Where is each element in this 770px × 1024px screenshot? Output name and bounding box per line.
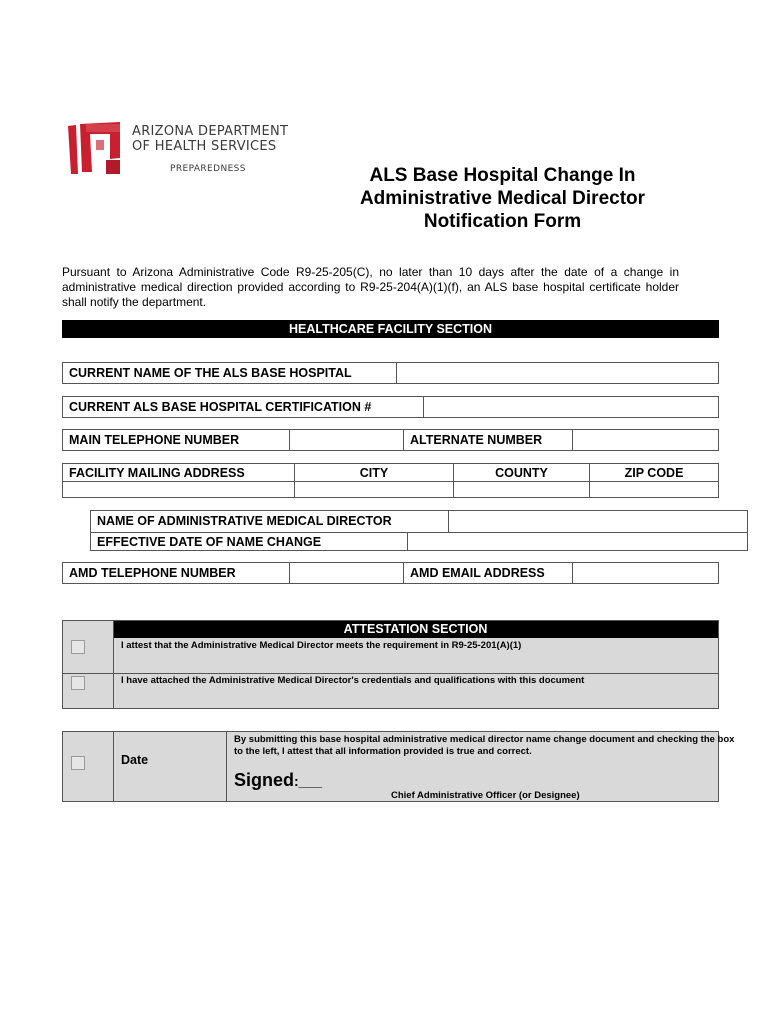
phone-row [62, 429, 719, 451]
effective-date-field[interactable] [408, 533, 747, 550]
signed-underline: :___ [294, 773, 323, 789]
mailing-address-label: FACILITY MAILING ADDRESS [69, 466, 245, 480]
form-title [300, 164, 705, 233]
current-name-field[interactable] [397, 363, 718, 383]
attestation-section-header: ATTESTATION SECTION [113, 621, 718, 638]
amd-name-row [90, 510, 748, 533]
attest-credentials-text: I have attached the Administrative Medical Director's credentials and qualifications with this document [121, 675, 585, 686]
agency-logo [66, 122, 289, 178]
alt-phone-label: ALTERNATE NUMBER [410, 433, 543, 447]
logo-line-2: OF HEALTH SERVICES [132, 139, 277, 154]
city-label: CITY [359, 466, 389, 480]
certification-label: CURRENT ALS BASE HOSPITAL CERTIFICATION # [69, 400, 372, 414]
amd-email-field[interactable] [573, 563, 718, 583]
county-label: COUNTY [495, 466, 548, 480]
attest-requirement-text: I attest that the Administrative Medical Director meets the requirement in R9-25-201(A)(1) [121, 640, 522, 651]
effective-date-label: EFFECTIVE DATE OF NAME CHANGE [97, 535, 322, 549]
amd-name-field[interactable] [449, 511, 747, 532]
mailing-address-field[interactable] [63, 482, 294, 498]
city-field[interactable] [295, 482, 453, 498]
county-field[interactable] [454, 482, 589, 498]
certification-row [62, 396, 719, 418]
signature-statement: By submitting this base hospital administrative medical director name change document and checking the box to the left, I attest that all information provided is true and correct. [234, 734, 735, 757]
date-label: Date [121, 753, 149, 767]
current-name-row [62, 362, 719, 384]
attest-requirement-checkbox[interactable] [71, 640, 85, 654]
signature-table [62, 731, 735, 802]
officer-label: Chief Administrative Officer (or Designee) [391, 790, 580, 801]
intro-paragraph: Pursuant to Arizona Administrative Code R9-25-205(C), no later than 10 days after the date of a change in administrative medical direction provided according to R9-25-204(A)(1)(f), an ALS base hospital certificate holder shall notify the department. [62, 265, 679, 309]
signed-label: Signed [234, 770, 295, 790]
facility-section-header: HEALTHCARE FACILITY SECTION [62, 320, 719, 338]
adhs-logo-icon [66, 122, 124, 176]
attest-credentials-checkbox[interactable] [71, 676, 85, 690]
main-phone-label: MAIN TELEPHONE NUMBER [69, 433, 240, 447]
amd-name-label: NAME OF ADMINISTRATIVE MEDICAL DIRECTOR [97, 514, 392, 528]
certification-field[interactable] [424, 397, 718, 417]
title-line-2: Administrative Medical Director [359, 188, 646, 209]
amd-contact-row [62, 562, 719, 584]
effective-date-row [90, 532, 748, 551]
main-phone-field[interactable] [290, 430, 404, 450]
logo-subtitle: PREPAREDNESS [170, 164, 246, 174]
amd-email-label: AMD EMAIL ADDRESS [410, 566, 545, 580]
amd-phone-label: AMD TELEPHONE NUMBER [69, 566, 236, 580]
current-name-label: CURRENT NAME OF THE ALS BASE HOSPITAL [69, 366, 352, 380]
zip-field[interactable] [590, 482, 718, 498]
zip-label: ZIP CODE [624, 466, 684, 480]
logo-line-1: ARIZONA DEPARTMENT [132, 124, 289, 139]
alt-phone-field[interactable] [573, 430, 718, 450]
signed-line[interactable] [234, 770, 322, 791]
signature-confirm-checkbox[interactable] [71, 756, 85, 770]
attestation-table [62, 620, 719, 709]
title-line-1: ALS Base Hospital Change In [369, 165, 636, 186]
title-line-3: Notification Form [423, 211, 582, 232]
address-table [62, 463, 719, 498]
amd-phone-field[interactable] [290, 563, 404, 583]
